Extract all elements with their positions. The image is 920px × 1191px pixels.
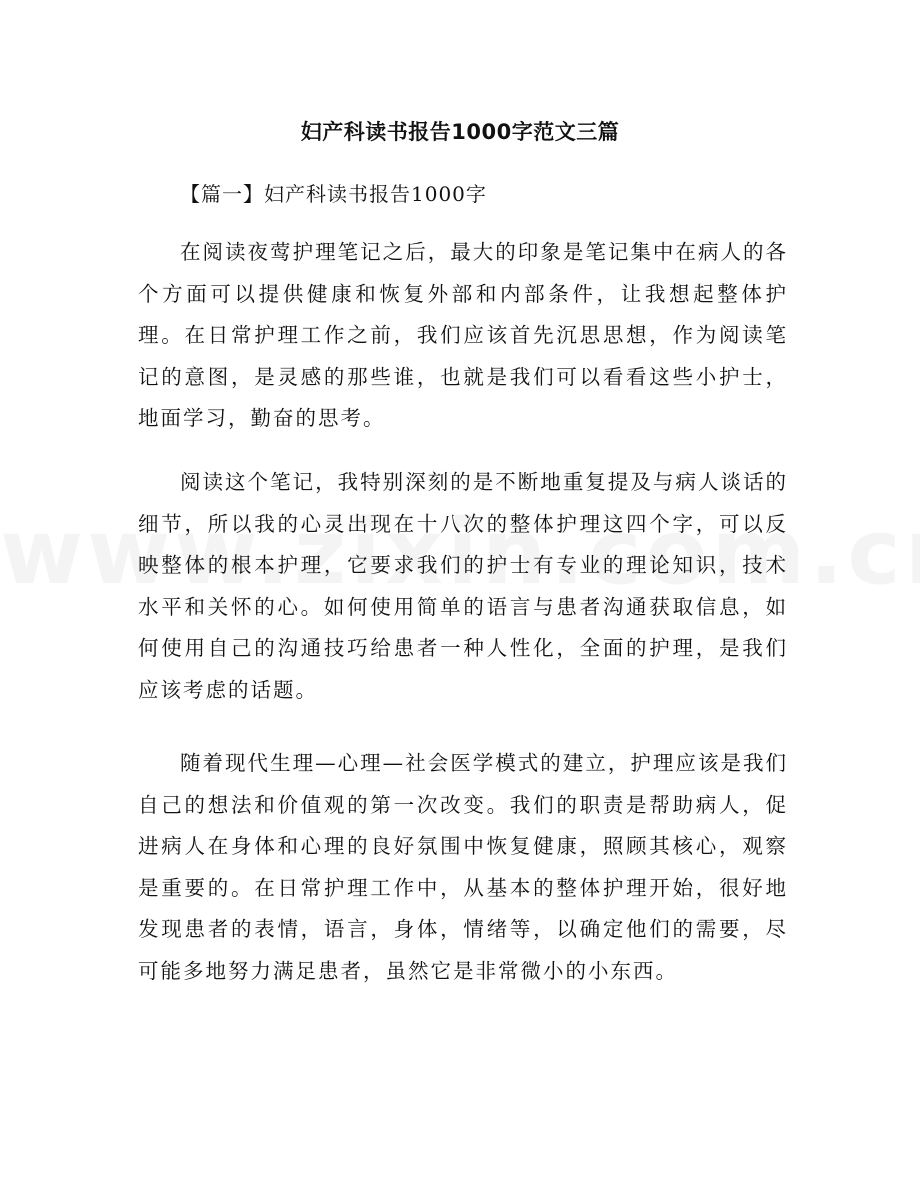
section-heading: 【篇一】妇产科读书报告1000字: [180, 182, 487, 206]
paragraph-1: 在阅读夜莺护理笔记之后，最大的印象是笔记集中在病人的各个方面可以提供健康和恢复外部和内部条件，让我想起整体护理。在日常护理工作之前，我们应该首先沉思思想，作为阅读笔记的意图，是灵感的那些谁，也就是我们可以看看这些小护士，地面学习，勤奋的思考。: [138, 240, 788, 430]
paragraph-2: 阅读这个笔记，我特别深刻的是不断地重复提及与病人谈话的细节，所以我的心灵出现在十八次的整体护理这四个字，可以反映整体的根本护理，它要求我们的护士有专业的理论知识，技术水平和关怀的心。如何使用简单的语言与患者沟通获取信息，如何使用自己的沟通技巧给患者一种人性化，全面的护理，是我们应该考虑的话题。: [138, 470, 788, 702]
document-title: 妇产科读书报告1000字范文三篇: [300, 120, 620, 144]
paragraph-3: 随着现代生理—心理—社会医学模式的建立，护理应该是我们自己的想法和价值观的第一次改变。我们的职责是帮助病人，促进病人在身体和心理的良好氛围中恢复健康，照顾其核心，观察是重要的。在日常护理工作中，从基本的整体护理开始，很好地发现患者的表情，语言，身体，情绪等，以确定他们的需要，尽可能多地努力满足患者，虽然它是非常微小的小东西。: [138, 751, 788, 983]
